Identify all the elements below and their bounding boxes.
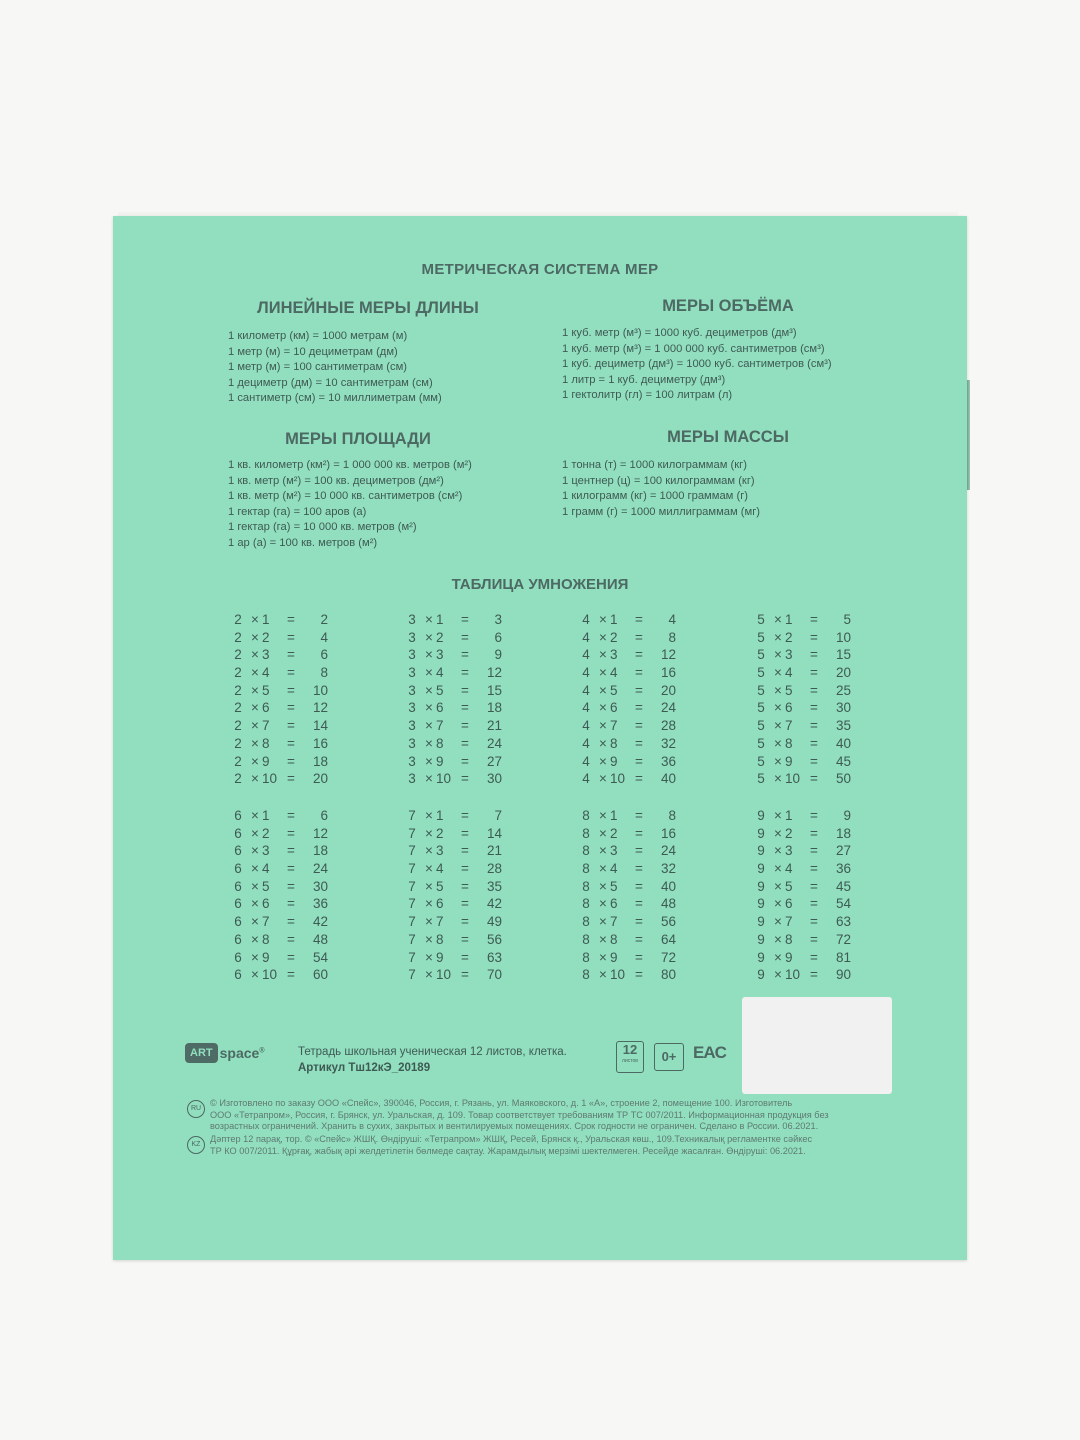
- multiplication-column-3: [406, 612, 511, 789]
- multiplication-row: 5 × 10 = 50: [757, 771, 851, 787]
- page-title: МЕТРИЧЕСКАЯ СИСТЕМА МЕР: [421, 261, 659, 278]
- ru-code-icon: RU: [187, 1100, 205, 1118]
- multiplication-row: 7 × 8 = 56: [408, 931, 502, 947]
- kz-legal-line: Дәптер 12 парақ, тор. © «Спейс» ЖШҚ. Өндіруші: «Тетрапром» ЖШҚ, Ресей, Брянск қ., Уральская көш., 109.Техникалық регламентке сәйкес: [210, 1134, 813, 1144]
- multiplication-row: 3 × 4 = 12: [408, 665, 502, 681]
- multiplication-heading: ТАБЛИЦА УМНОЖЕНИЯ: [451, 576, 629, 593]
- linear-measure-item: 1 сантиметр (см) = 10 миллиметрам (мм): [228, 392, 442, 404]
- area-measure-item: 1 кв. метр (м²) = 100 кв. дециметров (дм²): [228, 474, 444, 487]
- barcode-sticker: [742, 997, 892, 1094]
- multiplication-row: 4 × 2 = 8: [582, 629, 676, 645]
- area-measure-item: 1 кв. метр (м²) = 10 000 кв. сантиметров (см²): [228, 490, 463, 502]
- multiplication-row: 8 × 1 = 8: [582, 808, 676, 823]
- area-measure-item: 1 гектар (га) = 10 000 кв. метров (м²): [228, 521, 417, 533]
- mass-heading: МЕРЫ МАССЫ: [667, 428, 789, 446]
- multiplication-row: 6 × 10 = 60: [234, 967, 328, 983]
- multiplication-row: 8 × 10 = 80: [582, 967, 676, 983]
- volume-measure-item: 1 гектолитр (гл) = 100 литрам (л): [562, 389, 733, 401]
- mass-measure-item: 1 килограмм (кг) = 1000 граммам (г): [562, 490, 748, 502]
- area-heading: МЕРЫ ПЛОЩАДИ: [285, 430, 431, 448]
- multiplication-row: 4 × 8 = 32: [582, 735, 676, 751]
- multiplication-row: 5 × 5 = 25: [757, 682, 851, 698]
- area-list: [228, 458, 472, 551]
- product-info: [298, 1044, 567, 1076]
- multiplication-row: 2 × 6 = 12: [234, 700, 328, 716]
- multiplication-row: 4 × 9 = 36: [582, 753, 676, 769]
- linear-list: [228, 329, 442, 407]
- area-measure-item: 1 ар (а) = 100 кв. метров (м²): [228, 536, 378, 549]
- multiplication-row: 2 × 3 = 6: [234, 647, 328, 663]
- multiplication-row: 3 × 3 = 9: [408, 647, 502, 663]
- multiplication-column-8: [580, 808, 685, 985]
- multiplication-row: 2 × 10 = 20: [234, 771, 328, 787]
- multiplication-row: 3 × 2 = 6: [408, 629, 502, 645]
- multiplication-row: 5 × 6 = 30: [757, 700, 851, 716]
- multiplication-column-6: [232, 808, 337, 985]
- multiplication-row: 9 × 7 = 63: [757, 914, 851, 930]
- multiplication-row: 5 × 3 = 15: [757, 647, 851, 663]
- multiplication-row: 8 × 9 = 72: [582, 949, 676, 965]
- multiplication-row: 9 × 8 = 72: [757, 931, 851, 947]
- multiplication-row: 3 × 5 = 15: [408, 682, 502, 698]
- multiplication-row: 9 × 2 = 18: [757, 825, 851, 841]
- linear-measure-item: 1 километр (км) = 1000 метрам (м): [228, 330, 408, 342]
- multiplication-row: 6 × 2 = 12: [234, 825, 328, 841]
- kz-legal-line: ТР КО 007/2011. Құрғақ, жабық әрі желдетілетін бөлмеде сақтау. Жарамдылық мерзімі шектелмеген. Ресейде жасалған. Өндіруші: 06.2021.: [210, 1145, 806, 1156]
- multiplication-row: 9 × 9 = 81: [757, 949, 851, 965]
- multiplication-row: 3 × 6 = 18: [408, 700, 502, 716]
- multiplication-row: 5 × 9 = 45: [757, 753, 851, 769]
- multiplication-row: 4 × 7 = 28: [582, 718, 676, 734]
- volume-measure-item: 1 куб. дециметр (дм³) = 1000 куб. сантиметров (см³): [562, 358, 832, 370]
- multiplication-column-5: [755, 612, 860, 789]
- multiplication-row: 8 × 7 = 56: [582, 914, 676, 930]
- volume-heading: МЕРЫ ОБЪЁМА: [662, 297, 794, 315]
- kz-code-icon: KZ: [187, 1136, 205, 1154]
- article-number: Артикул Тш12кЭ_20189: [298, 1062, 431, 1074]
- multiplication-row: 8 × 8 = 64: [582, 931, 676, 947]
- multiplication-row: 9 × 3 = 27: [757, 843, 851, 859]
- multiplication-row: 7 × 2 = 14: [408, 825, 502, 841]
- multiplication-row: 7 × 6 = 42: [408, 896, 502, 912]
- volume-measure-item: 1 куб. метр (м³) = 1 000 000 куб. сантиметров (см³): [562, 342, 825, 355]
- multiplication-row: 2 × 7 = 14: [234, 718, 328, 734]
- volume-list: [562, 326, 832, 404]
- multiplication-row: 7 × 4 = 28: [408, 861, 502, 877]
- mass-measure-item: 1 тонна (т) = 1000 килограммам (кг): [562, 459, 747, 471]
- multiplication-row: 8 × 5 = 40: [582, 878, 676, 894]
- multiplication-row: 5 × 4 = 20: [757, 665, 851, 681]
- multiplication-column-7: [406, 808, 511, 985]
- ru-legal-line: © Изготовлено по заказу ООО «Спейс», 390046, Россия, г. Рязань, ул. Маяковского, д. 1 «А», строение 2, помещение 100. Изготовитель: [210, 1098, 793, 1108]
- mass-measure-item: 1 грамм (г) = 1000 миллиграммам (мг): [562, 505, 761, 518]
- mass-measure-item: 1 центнер (ц) = 100 килограммам (кг): [562, 474, 755, 487]
- multiplication-row: 3 × 8 = 24: [408, 735, 502, 751]
- eac-mark: EAC: [693, 1043, 726, 1062]
- notebook-cover: [113, 216, 967, 1260]
- multiplication-row: 3 × 9 = 27: [408, 753, 502, 769]
- multiplication-row: 3 × 7 = 21: [408, 718, 502, 734]
- linear-measure-item: 1 дециметр (дм) = 10 сантиметрам (см): [228, 376, 433, 389]
- multiplication-row: 4 × 10 = 40: [582, 771, 676, 787]
- ru-legal-text: [210, 1098, 829, 1133]
- logo-space-text: space®: [219, 1045, 265, 1061]
- multiplication-row: 9 × 6 = 54: [757, 896, 851, 912]
- multiplication-row: 8 × 2 = 16: [582, 825, 676, 841]
- artspace-logo: [185, 1042, 264, 1064]
- multiplication-row: 4 × 1 = 4: [582, 612, 676, 627]
- age-rating-badge: 0+: [654, 1043, 684, 1071]
- multiplication-row: 6 × 3 = 18: [234, 843, 328, 859]
- multiplication-row: 4 × 6 = 24: [582, 700, 676, 716]
- multiplication-row: 6 × 1 = 6: [234, 808, 328, 823]
- multiplication-column-4: [580, 612, 685, 789]
- multiplication-row: 6 × 9 = 54: [234, 949, 328, 965]
- multiplication-row: 7 × 5 = 35: [408, 878, 502, 894]
- multiplication-row: 2 × 5 = 10: [234, 682, 328, 698]
- multiplication-row: 6 × 6 = 36: [234, 896, 328, 912]
- multiplication-row: 8 × 3 = 24: [582, 843, 676, 859]
- multiplication-row: 4 × 3 = 12: [582, 647, 676, 663]
- multiplication-row: 7 × 7 = 49: [408, 914, 502, 930]
- multiplication-row: 6 × 5 = 30: [234, 878, 328, 894]
- multiplication-row: 5 × 1 = 5: [757, 612, 851, 627]
- multiplication-row: 7 × 3 = 21: [408, 843, 502, 859]
- multiplication-row: 6 × 4 = 24: [234, 861, 328, 877]
- volume-measure-item: 1 куб. метр (м³) = 1000 куб. дециметров (дм³): [562, 327, 797, 339]
- multiplication-row: 2 × 8 = 16: [234, 735, 328, 751]
- ru-legal-line: ООО «Тетрапром», Россия, г. Брянск, ул. Уральская, д. 109. Товар соответствует требованиям ТР ТС 007/2011. Информационная продукция без: [210, 1109, 829, 1120]
- multiplication-row: 3 × 10 = 30: [408, 771, 502, 787]
- multiplication-row: 6 × 8 = 48: [234, 931, 328, 947]
- multiplication-row: 8 × 6 = 48: [582, 896, 676, 912]
- linear-measure-item: 1 метр (м) = 10 дециметрам (дм): [228, 345, 398, 358]
- multiplication-row: 2 × 1 = 2: [234, 612, 328, 627]
- multiplication-row: 9 × 10 = 90: [757, 967, 851, 983]
- multiplication-row: 4 × 4 = 16: [582, 665, 676, 681]
- multiplication-row: 3 × 1 = 3: [408, 612, 502, 627]
- logo-art-text: ART: [185, 1043, 218, 1063]
- volume-measure-item: 1 литр = 1 куб. дециметру (дм³): [562, 373, 726, 386]
- ru-legal-line: возрастных ограничений. Хранить в сухих, закрытых и вентилируемых помещениях. Срок годности не ограничен. Сделано в России. 06.2021.: [210, 1121, 819, 1131]
- product-description: Тетрадь школьная ученическая 12 листов, клетка.: [298, 1046, 567, 1058]
- multiplication-row: 2 × 2 = 4: [234, 629, 328, 645]
- multiplication-column-9: [755, 808, 860, 985]
- multiplication-row: 7 × 10 = 70: [408, 967, 502, 983]
- multiplication-row: 6 × 7 = 42: [234, 914, 328, 930]
- multiplication-row: 5 × 2 = 10: [757, 629, 851, 645]
- multiplication-row: 2 × 9 = 18: [234, 753, 328, 769]
- multiplication-row: 2 × 4 = 8: [234, 665, 328, 681]
- multiplication-row: 7 × 9 = 63: [408, 949, 502, 965]
- multiplication-row: 4 × 5 = 20: [582, 682, 676, 698]
- area-measure-item: 1 кв. километр (км²) = 1 000 000 кв. метров (м²): [228, 459, 472, 471]
- linear-measure-item: 1 метр (м) = 100 сантиметрам (см): [228, 361, 408, 373]
- multiplication-row: 9 × 5 = 45: [757, 878, 851, 894]
- multiplication-row: 9 × 4 = 36: [757, 861, 851, 877]
- multiplication-row: 5 × 8 = 40: [757, 735, 851, 751]
- multiplication-column-2: [232, 612, 337, 789]
- mass-list: [562, 458, 760, 520]
- sheets-badge: 12 листов: [616, 1041, 644, 1073]
- multiplication-row: 8 × 4 = 32: [582, 861, 676, 877]
- linear-heading: ЛИНЕЙНЫЕ МЕРЫ ДЛИНЫ: [257, 299, 479, 317]
- kz-legal-text: [210, 1134, 812, 1157]
- area-measure-item: 1 гектар (га) = 100 аров (а): [228, 505, 367, 518]
- multiplication-row: 5 × 7 = 35: [757, 718, 851, 734]
- multiplication-row: 7 × 1 = 7: [408, 808, 502, 823]
- multiplication-row: 9 × 1 = 9: [757, 808, 851, 823]
